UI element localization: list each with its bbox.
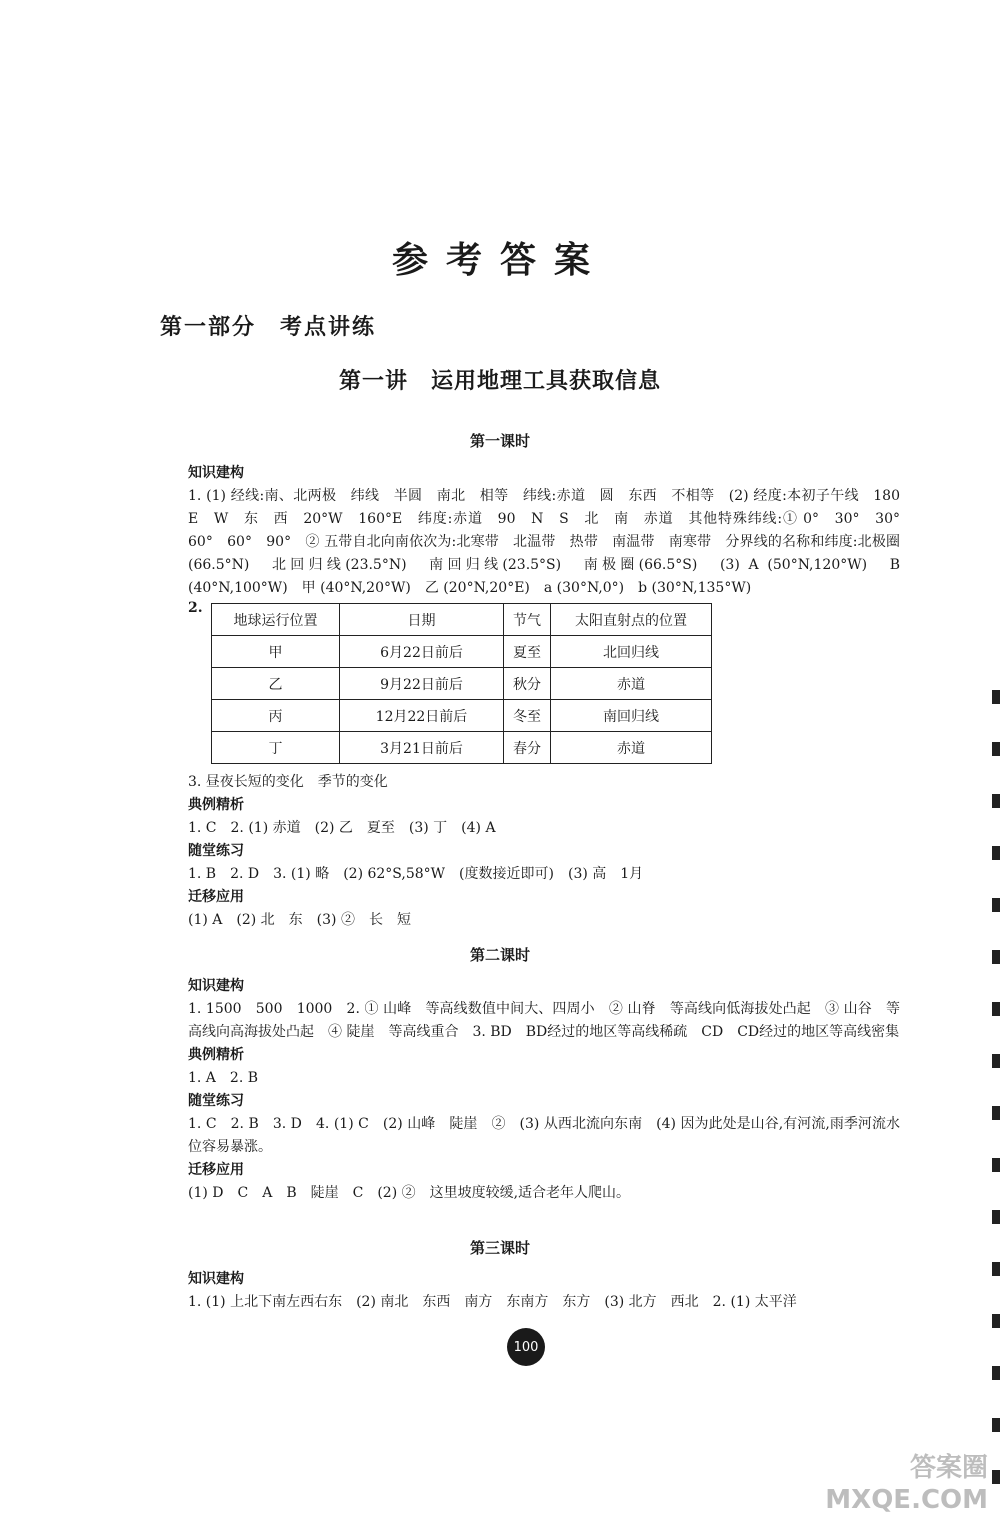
section-title: 迁移应用	[188, 889, 244, 905]
lesson1-knowledge	[188, 462, 914, 600]
table-row	[212, 668, 712, 700]
earth-orbit-table	[211, 603, 712, 764]
table-cell: 乙	[212, 668, 340, 700]
lesson2-content	[188, 975, 900, 1205]
section-title: 随堂练习	[188, 1093, 244, 1109]
table-header-row	[212, 604, 712, 636]
section-title: 典例精析	[188, 797, 244, 813]
table-header: 太阳直射点的位置	[551, 604, 712, 636]
lesson3-heading: 第三课时	[469, 1239, 530, 1257]
table-cell: 赤道	[551, 668, 712, 700]
table-cell: 北回归线	[551, 636, 712, 668]
section-text: 1. (1) 经线:南、北两极 纬线 半圆 南北 相等 纬线:赤道 圆 东西 不相等 (2) 经度:本初子午线 180 E W 东 西 20°W 160°E 纬度:赤道 90 N S 北 南 赤道 其他特殊纬线:① 0° 30° 30° 60° 60° 90° ② 五带自北向南依次为:北寒带 北温带 热带 南温带 南寒带 分界线的名称和纬度:北极圈(66.5°N) 北回归线(23.5°N) 南回归线(23.5°S) 南极圈(66.5°S) (3) A (50°N,120°W) B (40°N,100°W) 甲 (40°N,20°W) 乙 (20°N,20°E) a (30°N,0°) b (30°N,135°W)	[188, 488, 914, 596]
table-cell: 赤道	[551, 732, 712, 764]
table-cell: 秋分	[504, 668, 551, 700]
table-cell: 丁	[212, 732, 340, 764]
section-text: (1) A (2) 北 东 (3) ② 长 短	[188, 912, 411, 928]
table-cell: 9月22日前后	[340, 668, 504, 700]
table-cell: 春分	[504, 732, 551, 764]
table-cell: 夏至	[504, 636, 551, 668]
lesson1-rest	[188, 771, 900, 932]
section-title: 随堂练习	[188, 843, 244, 859]
section-text: 1. 1500 500 1000 2. ① 山峰 等高线数值中间大、四周小 ② 山脊 等高线向低海拔处凸起 ③ 山谷 等高线向高海拔处凸起 ④ 陡崖 等高线重合 3. BD BD经过的地区等高线稀疏 CD CD经过的地区等高线密集	[188, 1001, 900, 1040]
table-cell: 3月21日前后	[340, 732, 504, 764]
watermark-cn: 答案圈	[909, 1453, 988, 1483]
table-header: 节气	[504, 604, 551, 636]
part-heading: 第一部分 考点讲练	[160, 315, 377, 340]
lesson2-heading: 第二课时	[469, 946, 530, 964]
section-title: 知识建构	[188, 1271, 244, 1287]
section-title: 典例精析	[188, 1047, 244, 1063]
table-cell: 甲	[212, 636, 340, 668]
item-number: 2.	[188, 600, 203, 616]
section-text: 1. C 2. (1) 赤道 (2) 乙 夏至 (3) 丁 (4) A	[188, 820, 496, 836]
table-cell: 丙	[212, 700, 340, 732]
table-cell: 12月22日前后	[340, 700, 504, 732]
section-text: (1) D C A B 陡崖 C (2) ② 这里坡度较缓,适合老年人爬山。	[188, 1185, 631, 1201]
section-title: 迁移应用	[188, 1162, 244, 1178]
section-title: 知识建构	[188, 978, 244, 994]
table-cell: 南回归线	[551, 700, 712, 732]
watermark-url: MXQE.COM	[825, 1485, 988, 1515]
section-text: 3. 昼夜长短的变化 季节的变化	[188, 774, 388, 790]
binding-marks	[992, 690, 1000, 1510]
section-title: 知识建构	[188, 465, 244, 481]
page-number-badge: 100	[507, 1328, 545, 1366]
table-cell: 6月22日前后	[340, 636, 504, 668]
lesson3-content	[188, 1268, 900, 1314]
table-row	[212, 700, 712, 732]
lecture-heading: 第一讲 运用地理工具获取信息	[338, 369, 661, 394]
table-header: 日期	[340, 604, 504, 636]
section-text: 1. A 2. B	[188, 1070, 259, 1086]
table-row	[212, 636, 712, 668]
page-title: 参考答案	[391, 240, 608, 281]
table-header: 地球运行位置	[212, 604, 340, 636]
watermark	[825, 1452, 988, 1516]
table-cell: 冬至	[504, 700, 551, 732]
section-text: 1. C 2. B 3. D 4. (1) C (2) 山峰 陡崖 ② (3) 从西北流向东南 (4) 因为此处是山谷,有河流,雨季河流水位容易暴涨。	[188, 1116, 900, 1155]
lesson1-heading: 第一课时	[469, 432, 530, 450]
table-row	[212, 732, 712, 764]
section-text: 1. B 2. D 3. (1) 略 (2) 62°S,58°W (度数接近即可) (3) 高 1月	[188, 866, 644, 882]
section-text: 1. (1) 上北下南左西右东 (2) 南北 东西 南方 东南方 东方 (3) 北方 西北 2. (1) 太平洋	[188, 1294, 797, 1310]
